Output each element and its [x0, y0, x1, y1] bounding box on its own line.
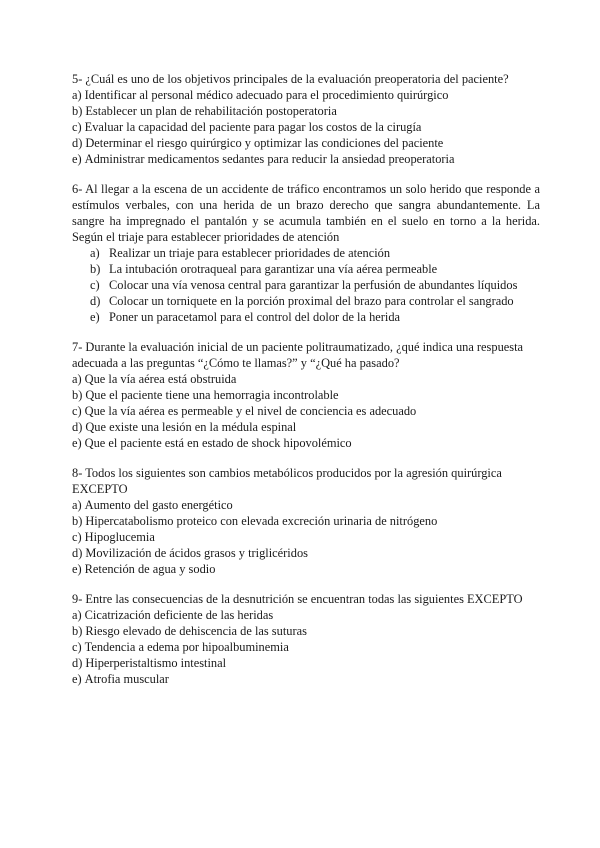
option-letter: a)	[72, 608, 82, 622]
option-letter: c)	[72, 530, 82, 544]
question-stem: 5- ¿Cuál es uno de los objetivos principales de la evaluación preoperatoria del paciente?	[72, 72, 509, 86]
option-a	[72, 607, 540, 623]
option-text: Hiperperistaltismo intestinal	[85, 656, 227, 670]
option-text: Que la vía aérea está obstruida	[84, 372, 237, 386]
options-list	[72, 87, 540, 167]
option-e	[72, 309, 540, 325]
option-letter: e)	[90, 310, 100, 324]
option-d	[72, 293, 540, 309]
option-d	[72, 545, 540, 561]
option-letter: e)	[72, 562, 82, 576]
question-stem: 8- Todos los siguientes son cambios metabólicos producidos por la agresión quirúrgica EXCEPTO	[72, 466, 502, 496]
option-letter: e)	[72, 152, 82, 166]
option-text: Aumento del gasto energético	[84, 498, 233, 512]
option-letter: b)	[72, 388, 83, 402]
option-letter: d)	[90, 294, 101, 308]
option-text: Hipercatabolismo proteico con elevada excreción urinaria de nitrógeno	[85, 514, 438, 528]
question-9	[72, 591, 540, 687]
option-c	[72, 529, 540, 545]
option-letter: e)	[72, 672, 82, 686]
option-letter: d)	[72, 136, 83, 150]
question-7	[72, 339, 540, 451]
option-e	[72, 671, 540, 687]
option-text: Cicatrización deficiente de las heridas	[84, 608, 274, 622]
option-c	[72, 639, 540, 655]
question-6	[72, 181, 540, 325]
option-text: Tendencia a edema por hipoalbuminemia	[84, 640, 289, 654]
option-text: Que existe una lesión en la médula espinal	[85, 420, 297, 434]
question-stem: 7- Durante la evaluación inicial de un paciente politraumatizado, ¿qué indica una respuesta adecuada a las preguntas “¿Cómo te llamas?” y “¿Qué ha pasado?	[72, 340, 524, 370]
option-letter: b)	[72, 624, 83, 638]
option-text: Identificar al personal médico adecuado para el procedimiento quirúrgico	[84, 88, 449, 102]
option-c	[72, 403, 540, 419]
option-a	[72, 371, 540, 387]
option-b	[72, 103, 540, 119]
option-letter: a)	[90, 246, 100, 260]
option-b	[72, 261, 540, 277]
option-e	[72, 435, 540, 451]
option-letter: a)	[72, 372, 82, 386]
option-text: Que el paciente está en estado de shock hipovolémico	[84, 436, 352, 450]
option-letter: a)	[72, 88, 82, 102]
option-letter: d)	[72, 656, 83, 670]
option-text: Establecer un plan de rehabilitación postoperatoria	[85, 104, 337, 118]
option-text: Que el paciente tiene una hemorragia incontrolable	[85, 388, 339, 402]
option-text: Atrofia muscular	[84, 672, 169, 686]
option-letter: b)	[72, 514, 83, 528]
options-list	[72, 607, 540, 687]
option-letter: c)	[90, 278, 100, 292]
option-c	[72, 119, 540, 135]
question-stem: 6- Al llegar a la escena de un accidente de tráfico encontramos un solo herido que responde a estímulos verbales, con una herida de un brazo derecho que sangra abundantemente. La sangre ha impregnado el pantalón y se acumula también en el suelo en torno a la herida. Según el triaje para establecer prioridades de atención	[72, 182, 540, 244]
options-list	[72, 497, 540, 577]
option-letter: c)	[72, 640, 82, 654]
exam-page	[72, 71, 540, 701]
option-letter: b)	[90, 262, 101, 276]
option-letter: c)	[72, 120, 82, 134]
option-text: Colocar una vía venosa central para garantizar la perfusión de abundantes líquidos	[109, 278, 518, 292]
option-letter: d)	[72, 420, 83, 434]
question-stem: 9- Entre las consecuencias de la desnutrición se encuentran todas las siguientes EXCEPTO	[72, 592, 523, 606]
question-5	[72, 71, 540, 167]
option-letter: a)	[72, 498, 82, 512]
option-text: Retención de agua y sodio	[84, 562, 216, 576]
option-e	[72, 151, 540, 167]
option-text: Hipoglucemia	[84, 530, 155, 544]
options-list	[72, 245, 540, 325]
option-letter: c)	[72, 404, 82, 418]
option-e	[72, 561, 540, 577]
question-8	[72, 465, 540, 577]
option-d	[72, 419, 540, 435]
option-d	[72, 135, 540, 151]
option-text: Administrar medicamentos sedantes para reducir la ansiedad preoperatoria	[84, 152, 455, 166]
option-text: La intubación orotraqueal para garantizar una vía aérea permeable	[109, 262, 438, 276]
option-a	[72, 245, 540, 261]
option-text: Colocar un torniquete en la porción proximal del brazo para controlar el sangrado	[109, 294, 514, 308]
option-a	[72, 497, 540, 513]
option-b	[72, 623, 540, 639]
option-text: Evaluar la capacidad del paciente para pagar los costos de la cirugía	[84, 120, 422, 134]
option-letter: d)	[72, 546, 83, 560]
option-d	[72, 655, 540, 671]
option-letter: e)	[72, 436, 82, 450]
option-text: Realizar un triaje para establecer prioridades de atención	[109, 246, 391, 260]
option-letter: b)	[72, 104, 83, 118]
option-text: Determinar el riesgo quirúrgico y optimizar las condiciones del paciente	[85, 136, 444, 150]
option-text: Que la vía aérea es permeable y el nivel de conciencia es adecuado	[84, 404, 417, 418]
option-a	[72, 87, 540, 103]
option-text: Riesgo elevado de dehiscencia de las suturas	[85, 624, 307, 638]
option-c	[72, 277, 540, 293]
option-text: Poner un paracetamol para el control del dolor de la herida	[109, 310, 401, 324]
option-b	[72, 387, 540, 403]
option-text: Movilización de ácidos grasos y triglicéridos	[85, 546, 308, 560]
option-b	[72, 513, 540, 529]
options-list	[72, 371, 540, 451]
